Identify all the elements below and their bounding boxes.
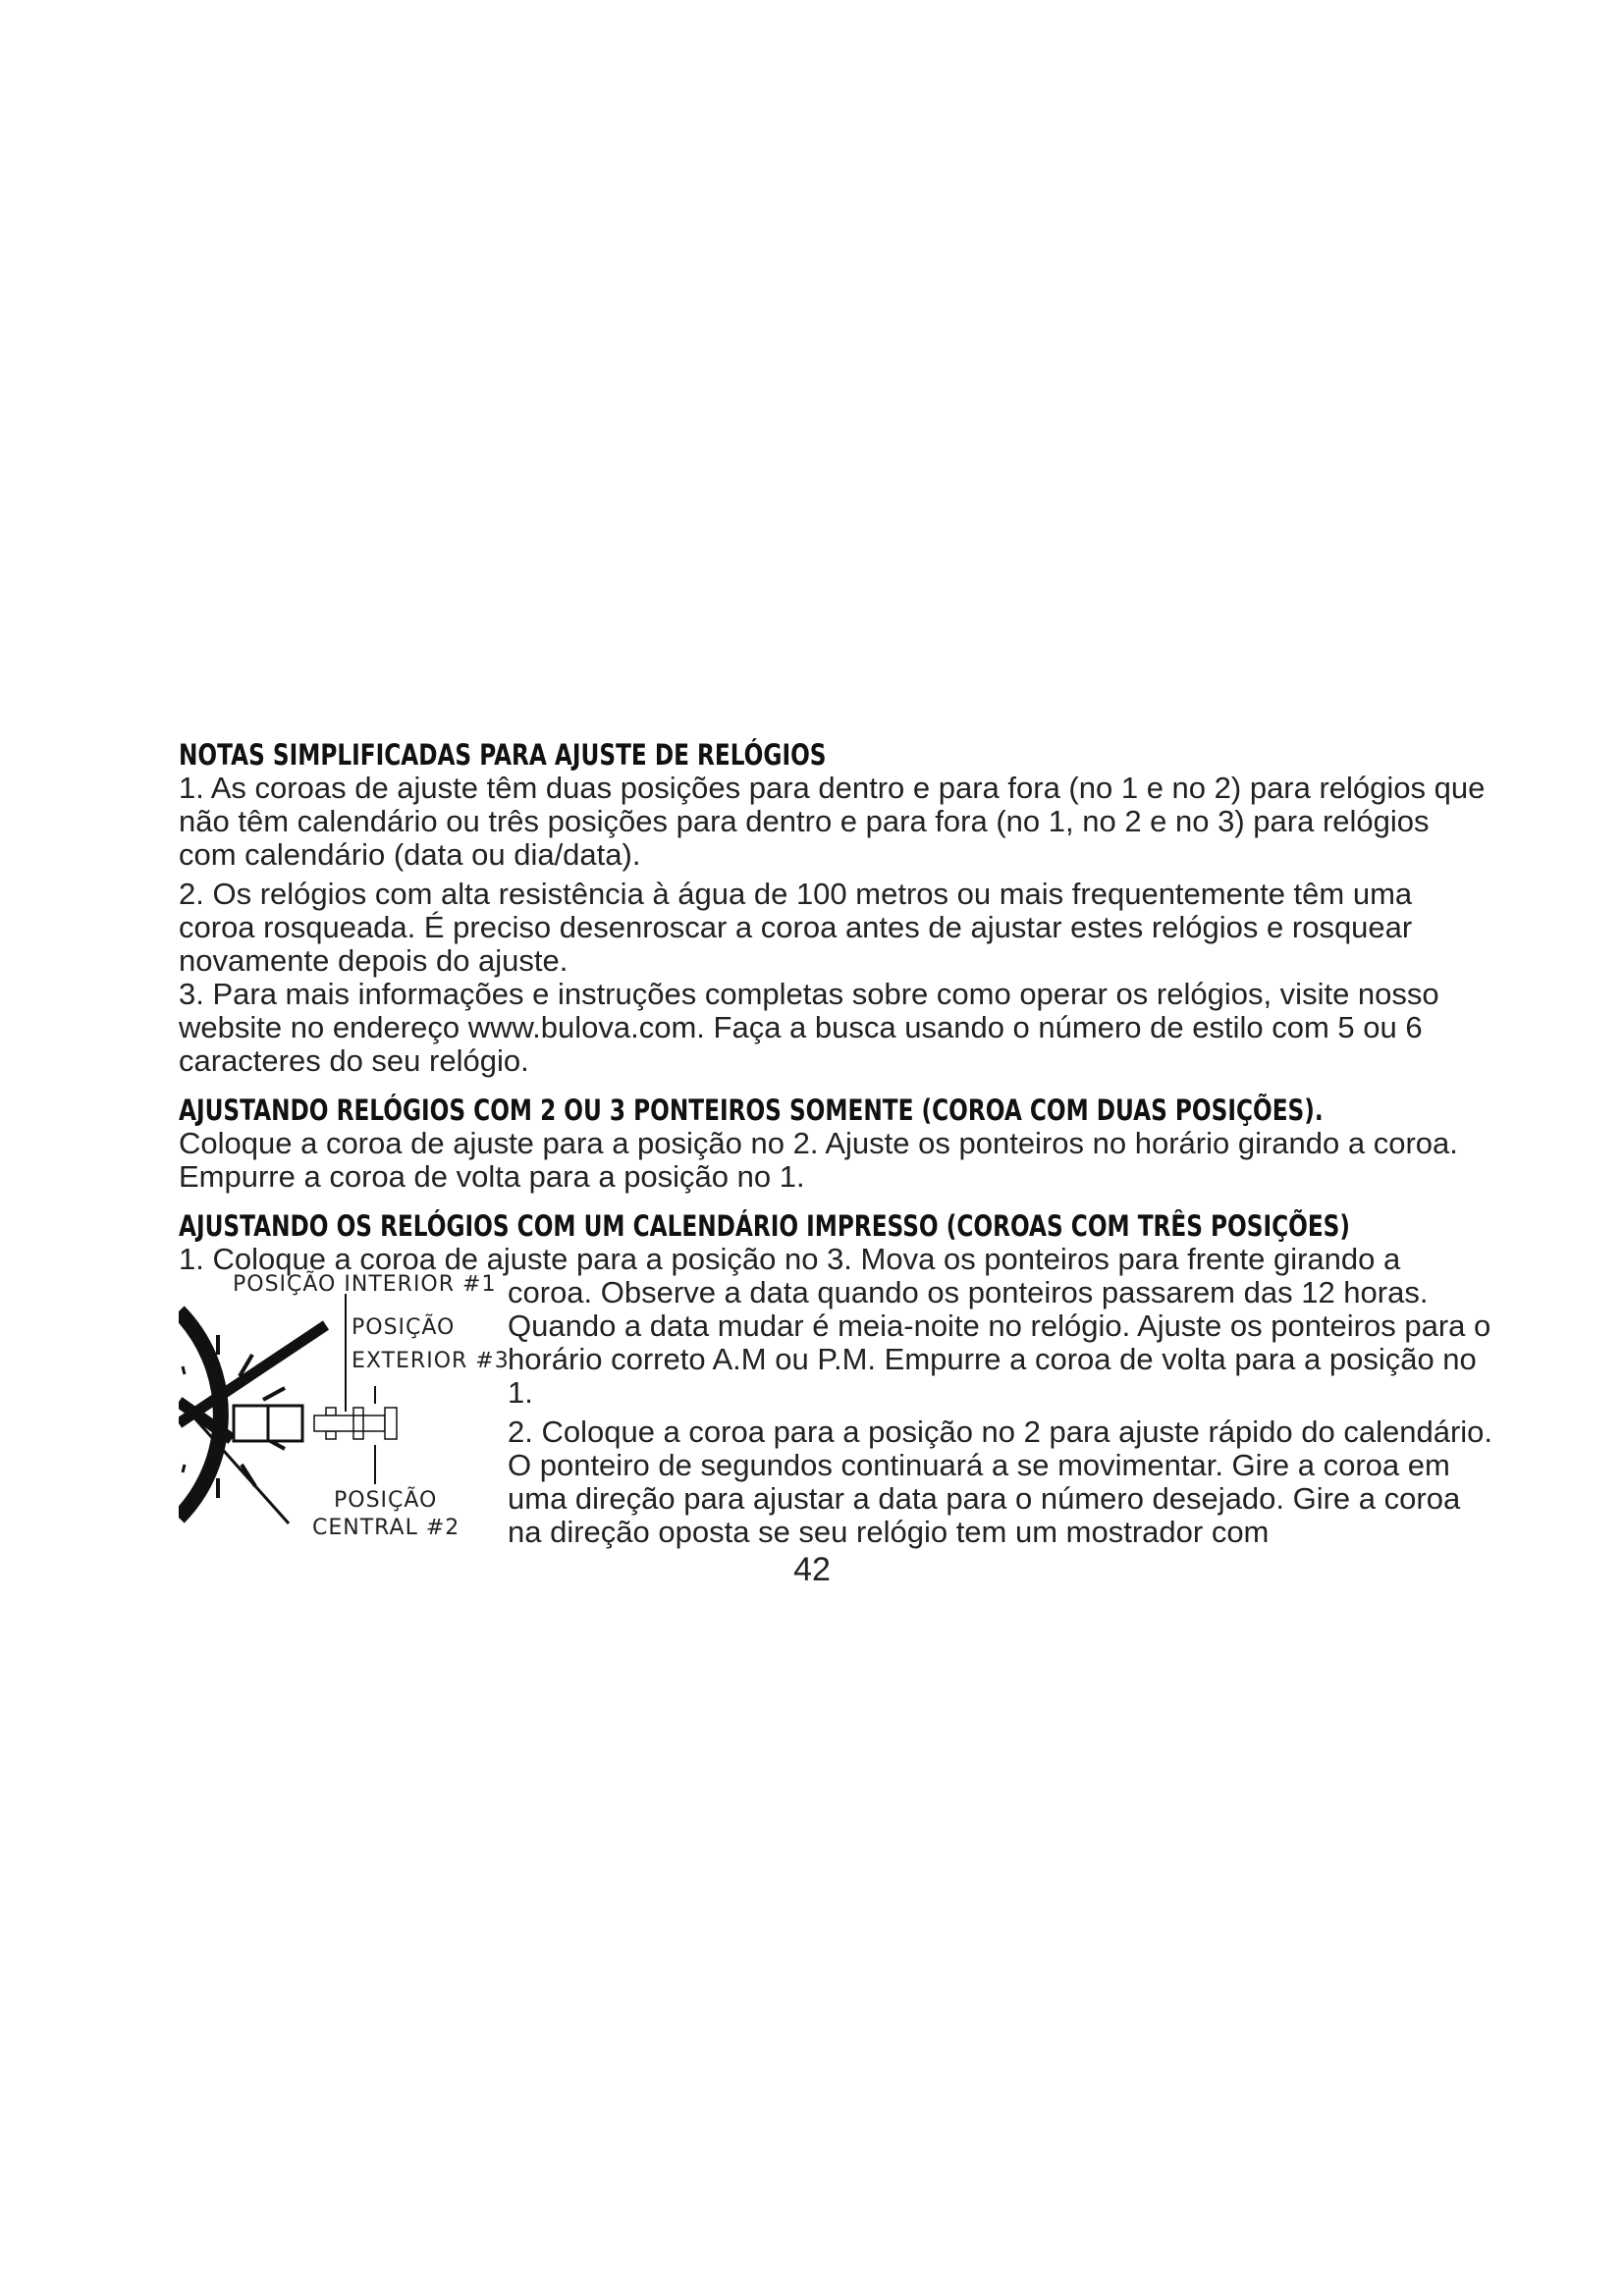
- note-1: 1. As coroas de ajuste têm duas posições para dentro e para fora (no 1 e no 2) para relógios que não têm calendário ou três posições para dentro e para fora (no 1, no 2 e no 3) para relógios com calendário (data ou dia/data).: [179, 771, 1486, 872]
- note-3: 3. Para mais informações e instruções completas sobre como operar os relógios, visite nosso website no endereço www.bulova.com. Faça a busca usando o número de estilo com 5 ou 6 caracteres do seu relógio.: [179, 977, 1439, 1078]
- heading-dois-tres-ponteiros: AJUSTANDO RELÓGIOS COM 2 OU 3 PONTEIROS SOMENTE (COROA COM DUAS POSIÇÕES).: [179, 1094, 1324, 1127]
- hour-marker: [183, 1366, 185, 1374]
- step1-first-line: 1. Coloque a coroa de ajuste para a posição no 3. Mova os ponteiros para frente girando a: [179, 1242, 1401, 1276]
- page-number: 42: [793, 1551, 831, 1588]
- heading-notas-simplificadas: NOTAS SIMPLIFICADAS PARA AJUSTE DE RELÓGIOS: [179, 738, 827, 772]
- step1-continuation: coroa. Observe a data quando os ponteiros passarem das 12 horas. Quando a data mudar é meia-noite no relógio. Ajuste os ponteiros para o horário correto A.M ou P.M. Empurre a coroa de volta para a posição no 1.: [508, 1275, 1491, 1410]
- hour-marker: [183, 1465, 185, 1472]
- note-2: 2. Os relógios com alta resistência à água de 100 metros ou mais frequentemente têm uma coroa rosqueada. É preciso desenroscar a coroa antes de ajustar estes relógios e rosquear novamente depois do ajuste.: [179, 877, 1413, 978]
- figure-with-text: [179, 1272, 1494, 1549]
- section2-body: Coloque a coroa de ajuste para a posição no 2. Ajuste os ponteiros no horário girando a coroa. Empurre a coroa de volta para a posição no 1.: [179, 1126, 1458, 1194]
- label-posicao-exterior-2: EXTERIOR #3: [352, 1349, 510, 1373]
- label-posicao-central-2: CENTRAL #2: [312, 1516, 460, 1540]
- document-body: [179, 738, 1494, 1549]
- label-posicao-central-1: POSIÇÃO: [334, 1488, 438, 1513]
- heading-calendario-impresso: AJUSTANDO OS RELÓGIOS COM UM CALENDÁRIO IMPRESSO (COROAS COM TRÊS POSIÇÕES): [179, 1209, 1350, 1243]
- hour-marker: [263, 1388, 285, 1400]
- label-posicao-interior: POSIÇÃO INTERIOR #1: [233, 1272, 497, 1297]
- crown-positions: [314, 1408, 397, 1439]
- step-text-column: [508, 1276, 1494, 1549]
- step2: 2. Coloque a coroa para a posição no 2 para ajuste rápido do calendário. O ponteiro de segundos continuará a se movimentar. Gire a coroa em uma direção para ajustar a data para o número desejado. Gire a coroa na direção oposta se seu relógio tem um mostrador com: [508, 1415, 1493, 1549]
- label-posicao-exterior-1: POSIÇÃO: [352, 1315, 456, 1340]
- crown-position-diagram: [179, 1272, 513, 1543]
